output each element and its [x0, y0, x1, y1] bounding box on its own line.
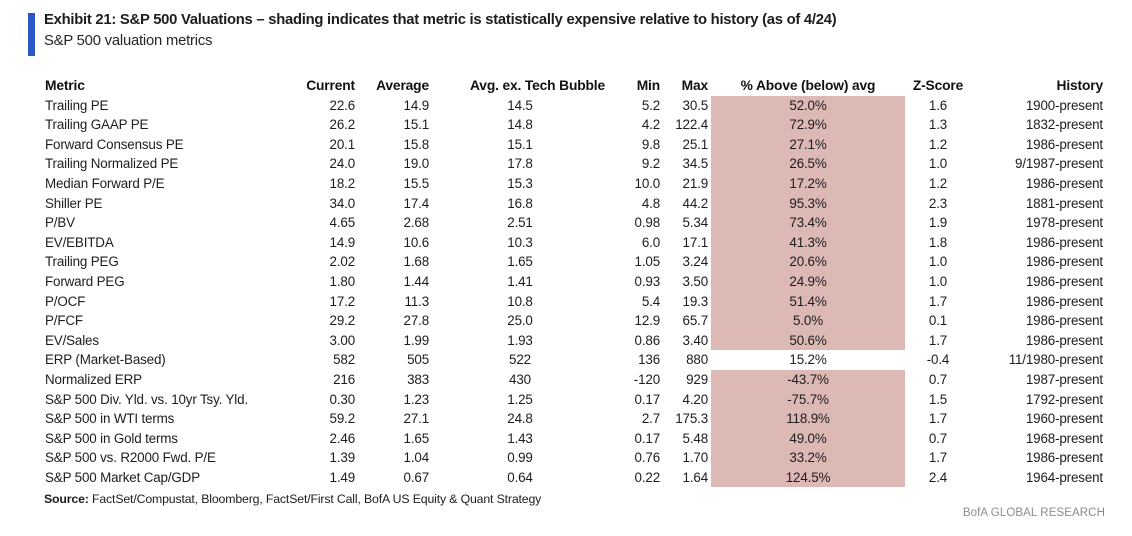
- cell-average: 27.8: [403, 313, 429, 329]
- cell-z-score: -0.4: [926, 352, 950, 368]
- table-row: [42, 135, 1106, 155]
- cell-z-score: 2.3: [928, 195, 948, 211]
- cell-z-score: 1.2: [928, 136, 948, 152]
- cell-current: 59.2: [329, 411, 355, 427]
- cell-min: -120: [633, 371, 660, 387]
- table-row: [42, 409, 1106, 429]
- cell-metric: Median Forward P/E: [45, 175, 165, 191]
- cell-avg-ex-tech-bubble: 16.8: [507, 195, 533, 211]
- table-row: [42, 154, 1106, 174]
- cell-z-score: 0.7: [928, 371, 948, 387]
- source-text: FactSet/Compustat, Bloomberg, FactSet/First Call, BofA US Equity & Quant Strategy: [88, 492, 542, 506]
- cell-metric: S&P 500 in Gold terms: [45, 430, 178, 446]
- cell-pct-above-avg: 20.6%: [711, 252, 905, 272]
- cell-average: 15.1: [403, 117, 429, 133]
- cell-average: 15.8: [403, 136, 429, 152]
- cell-average: 1.65: [403, 430, 429, 446]
- cell-max: 19.3: [682, 293, 708, 309]
- cell-max: 3.50: [682, 273, 708, 289]
- cell-avg-ex-tech-bubble: 25.0: [507, 313, 533, 329]
- table-row: [42, 429, 1106, 449]
- table-row: [42, 292, 1106, 312]
- cell-z-score: 1.6: [928, 97, 948, 113]
- cell-current: 26.2: [329, 117, 355, 133]
- cell-pct-above-avg: 27.1%: [711, 135, 905, 155]
- column-header-metric: Metric: [45, 78, 85, 93]
- cell-history: 1986-present: [1025, 450, 1103, 466]
- cell-pct-above-avg: 5.0%: [711, 311, 905, 331]
- cell-min: 0.17: [634, 430, 660, 446]
- cell-average: 1.23: [403, 391, 429, 407]
- table-row: [42, 468, 1106, 488]
- cell-avg-ex-tech-bubble: 15.1: [507, 136, 533, 152]
- cell-current: 1.39: [329, 450, 355, 466]
- valuation-table-container: [42, 76, 1106, 487]
- cell-current: 24.0: [329, 156, 355, 172]
- cell-metric: Normalized ERP: [45, 371, 142, 387]
- cell-max: 3.24: [682, 254, 708, 270]
- cell-z-score: 1.0: [928, 273, 948, 289]
- cell-pct-above-avg: 52.0%: [711, 96, 905, 116]
- cell-z-score: 1.8: [928, 234, 948, 250]
- table-row: [42, 174, 1106, 194]
- cell-average: 14.9: [403, 97, 429, 113]
- cell-average: 1.68: [403, 254, 429, 270]
- cell-history: 1986-present: [1025, 234, 1103, 250]
- cell-current: 216: [333, 371, 355, 387]
- cell-average: 1.04: [403, 450, 429, 466]
- table-row: [42, 331, 1106, 351]
- cell-average: 27.1: [403, 411, 429, 427]
- table-row: [42, 390, 1106, 410]
- valuation-table: [42, 76, 1106, 487]
- cell-z-score: 1.2: [928, 175, 948, 191]
- cell-z-score: 1.7: [928, 450, 948, 466]
- table-row: [42, 115, 1106, 135]
- table-row: [42, 194, 1106, 214]
- exhibit-subtitle: S&P 500 valuation metrics: [44, 33, 213, 49]
- table-row: [42, 370, 1106, 390]
- source-label: Source:: [44, 492, 89, 506]
- cell-metric: EV/Sales: [45, 332, 99, 348]
- cell-average: 15.5: [403, 175, 429, 191]
- cell-max: 880: [686, 352, 708, 368]
- cell-avg-ex-tech-bubble: 17.8: [507, 156, 533, 172]
- cell-current: 18.2: [329, 175, 355, 191]
- exhibit-header: [44, 10, 1114, 52]
- cell-min: 0.17: [634, 391, 660, 407]
- cell-pct-above-avg: -75.7%: [711, 390, 905, 410]
- cell-history: 1987-present: [1025, 371, 1103, 387]
- cell-history: 1960-present: [1025, 411, 1103, 427]
- cell-history: 9/1987-present: [1015, 156, 1103, 172]
- cell-pct-above-avg: 15.2%: [789, 352, 827, 368]
- cell-min: 10.0: [634, 175, 660, 191]
- cell-z-score: 1.7: [928, 293, 948, 309]
- cell-pct-above-avg: 26.5%: [711, 154, 905, 174]
- cell-history: 1986-present: [1025, 313, 1103, 329]
- cell-min: 9.2: [641, 156, 660, 172]
- cell-z-score: 1.3: [928, 117, 948, 133]
- cell-history: 1986-present: [1025, 273, 1103, 289]
- cell-metric: Forward PEG: [45, 273, 125, 289]
- cell-min: 0.93: [634, 273, 660, 289]
- cell-current: 22.6: [329, 97, 355, 113]
- cell-min: 4.2: [641, 117, 660, 133]
- cell-history: 1986-present: [1025, 293, 1103, 309]
- cell-metric: P/OCF: [45, 293, 86, 309]
- cell-avg-ex-tech-bubble: 1.43: [507, 430, 533, 446]
- cell-min: 2.7: [641, 411, 660, 427]
- cell-avg-ex-tech-bubble: 10.3: [507, 234, 533, 250]
- cell-average: 10.6: [403, 234, 429, 250]
- cell-history: 1986-present: [1025, 175, 1103, 191]
- cell-average: 1.99: [403, 332, 429, 348]
- cell-average: 11.3: [404, 293, 429, 309]
- cell-metric: Trailing GAAP PE: [45, 117, 149, 133]
- cell-min: 0.22: [634, 469, 660, 485]
- cell-max: 25.1: [682, 136, 708, 152]
- cell-min: 9.8: [641, 136, 660, 152]
- cell-avg-ex-tech-bubble: 2.51: [507, 215, 533, 231]
- cell-history: 1792-present: [1025, 391, 1103, 407]
- cell-z-score: 2.4: [928, 469, 948, 485]
- cell-average: 17.4: [403, 195, 429, 211]
- cell-avg-ex-tech-bubble: 24.8: [507, 411, 533, 427]
- cell-current: 582: [333, 352, 355, 368]
- cell-z-score: 1.7: [928, 411, 948, 427]
- cell-current: 2.02: [329, 254, 355, 270]
- cell-pct-above-avg: 118.9%: [711, 409, 905, 429]
- cell-z-score: 0.7: [928, 430, 948, 446]
- table-row: [42, 233, 1106, 253]
- cell-z-score: 1.0: [928, 254, 948, 270]
- cell-pct-above-avg: 51.4%: [711, 292, 905, 312]
- cell-current: 1.49: [329, 469, 355, 485]
- cell-metric: Trailing PE: [45, 97, 109, 113]
- cell-avg-ex-tech-bubble: 15.3: [507, 175, 533, 191]
- cell-avg-ex-tech-bubble: 430: [509, 371, 531, 387]
- table-row: [42, 350, 1106, 370]
- cell-min: 5.2: [641, 97, 660, 113]
- column-header-avg-ex-tech-bubble: Avg. ex. Tech Bubble: [470, 78, 605, 93]
- cell-metric: Trailing Normalized PE: [45, 156, 179, 172]
- cell-max: 1.64: [682, 469, 708, 485]
- cell-current: 1.80: [329, 273, 355, 289]
- cell-metric: S&P 500 vs. R2000 Fwd. P/E: [45, 450, 216, 466]
- cell-metric: Shiller PE: [45, 195, 103, 211]
- table-row: [42, 213, 1106, 233]
- table-row: [42, 96, 1106, 116]
- cell-current: 14.9: [329, 234, 355, 250]
- cell-avg-ex-tech-bubble: 1.65: [507, 254, 533, 270]
- exhibit-title: Exhibit 21: S&P 500 Valuations – shading indicates that metric is statistically expensive relative to history (as of 4/24): [44, 12, 837, 28]
- cell-avg-ex-tech-bubble: 1.41: [507, 273, 533, 289]
- cell-metric: P/FCF: [45, 313, 83, 329]
- cell-metric: P/BV: [45, 215, 75, 231]
- column-header-pct-above-avg: % Above (below) avg: [740, 78, 876, 93]
- cell-max: 5.34: [682, 215, 708, 231]
- cell-average: 2.68: [403, 215, 429, 231]
- cell-metric: S&P 500 Market Cap/GDP: [45, 469, 200, 485]
- cell-average: 19.0: [403, 156, 429, 172]
- cell-average: 505: [407, 352, 429, 368]
- cell-metric: S&P 500 Div. Yld. vs. 10yr Tsy. Yld.: [45, 391, 248, 407]
- cell-avg-ex-tech-bubble: 14.5: [507, 97, 533, 113]
- cell-pct-above-avg: -43.7%: [711, 370, 905, 390]
- cell-current: 0.30: [329, 391, 355, 407]
- cell-avg-ex-tech-bubble: 522: [509, 352, 531, 368]
- cell-pct-above-avg: 17.2%: [711, 174, 905, 194]
- cell-max: 30.5: [682, 97, 708, 113]
- cell-history: 1986-present: [1025, 254, 1103, 270]
- cell-min: 6.0: [641, 234, 660, 250]
- bofa-global-research-branding: BofA GLOBAL RESEARCH: [962, 507, 1105, 519]
- cell-pct-above-avg: 124.5%: [711, 468, 905, 488]
- exhibit-accent-bar: [28, 13, 35, 56]
- cell-average: 383: [407, 371, 429, 387]
- cell-current: 34.0: [329, 195, 355, 211]
- cell-history: 1978-present: [1025, 215, 1103, 231]
- column-header-min: Min: [636, 78, 660, 93]
- column-header-history: History: [1056, 78, 1103, 93]
- cell-max: 1.70: [682, 450, 708, 466]
- cell-metric: Forward Consensus PE: [45, 136, 184, 152]
- cell-pct-above-avg: 33.2%: [711, 448, 905, 468]
- cell-min: 12.9: [634, 313, 660, 329]
- cell-z-score: 1.7: [928, 332, 948, 348]
- cell-max: 175.3: [675, 411, 708, 427]
- cell-current: 29.2: [329, 313, 355, 329]
- table-header-row: [42, 76, 1106, 96]
- cell-metric: EV/EBITDA: [45, 234, 114, 250]
- cell-history: 1986-present: [1025, 332, 1103, 348]
- cell-max: 3.40: [682, 332, 708, 348]
- cell-min: 0.86: [634, 332, 660, 348]
- cell-max: 4.20: [682, 391, 708, 407]
- cell-max: 34.5: [682, 156, 708, 172]
- cell-current: 3.00: [329, 332, 355, 348]
- table-row: [42, 252, 1106, 272]
- cell-max: 17.1: [682, 234, 708, 250]
- cell-pct-above-avg: 73.4%: [711, 213, 905, 233]
- cell-pct-above-avg: 50.6%: [711, 331, 905, 351]
- cell-z-score: 1.9: [928, 215, 948, 231]
- cell-z-score: 1.0: [928, 156, 948, 172]
- cell-min: 1.05: [634, 254, 660, 270]
- cell-min: 0.98: [634, 215, 660, 231]
- table-row: [42, 448, 1106, 468]
- cell-average: 1.44: [403, 273, 429, 289]
- cell-max: 929: [686, 371, 708, 387]
- cell-pct-above-avg: 95.3%: [711, 194, 905, 214]
- cell-average: 0.67: [403, 469, 429, 485]
- cell-max: 21.9: [682, 175, 708, 191]
- table-row: [42, 311, 1106, 331]
- cell-avg-ex-tech-bubble: 14.8: [507, 117, 533, 133]
- cell-z-score: 1.5: [928, 391, 948, 407]
- cell-min: 136: [638, 352, 660, 368]
- cell-metric: ERP (Market-Based): [45, 352, 166, 368]
- cell-max: 5.48: [682, 430, 708, 446]
- column-header-z-score: Z-Score: [912, 78, 964, 93]
- cell-pct-above-avg: 24.9%: [711, 272, 905, 292]
- cell-history: 11/1980-present: [1008, 352, 1103, 368]
- source-line: [44, 492, 541, 506]
- cell-max: 44.2: [682, 195, 708, 211]
- cell-current: 17.2: [329, 293, 355, 309]
- cell-avg-ex-tech-bubble: 0.64: [507, 469, 533, 485]
- cell-avg-ex-tech-bubble: 1.93: [507, 332, 533, 348]
- cell-metric: Trailing PEG: [45, 254, 119, 270]
- cell-history: 1968-present: [1025, 430, 1103, 446]
- column-header-max: Max: [681, 78, 708, 93]
- cell-max: 122.4: [675, 117, 708, 133]
- cell-min: 0.76: [634, 450, 660, 466]
- cell-min: 4.8: [641, 195, 660, 211]
- table-row: [42, 272, 1106, 292]
- cell-max: 65.7: [682, 313, 708, 329]
- cell-avg-ex-tech-bubble: 1.25: [507, 391, 533, 407]
- cell-history: 1900-present: [1025, 97, 1103, 113]
- cell-avg-ex-tech-bubble: 10.8: [507, 293, 533, 309]
- cell-current: 20.1: [329, 136, 355, 152]
- cell-pct-above-avg: 72.9%: [711, 115, 905, 135]
- cell-pct-above-avg: 41.3%: [711, 233, 905, 253]
- column-header-average: Average: [376, 78, 429, 93]
- cell-min: 5.4: [641, 293, 660, 309]
- column-header-current: Current: [306, 78, 355, 93]
- cell-history: 1986-present: [1025, 136, 1103, 152]
- cell-avg-ex-tech-bubble: 0.99: [507, 450, 533, 466]
- cell-history: 1832-present: [1025, 117, 1103, 133]
- table-body: [42, 96, 1106, 488]
- cell-current: 4.65: [329, 215, 355, 231]
- cell-z-score: 0.1: [928, 313, 948, 329]
- cell-history: 1881-present: [1025, 195, 1103, 211]
- cell-history: 1964-present: [1025, 469, 1103, 485]
- cell-metric: S&P 500 in WTI terms: [45, 411, 175, 427]
- cell-current: 2.46: [329, 430, 355, 446]
- cell-pct-above-avg: 49.0%: [711, 429, 905, 449]
